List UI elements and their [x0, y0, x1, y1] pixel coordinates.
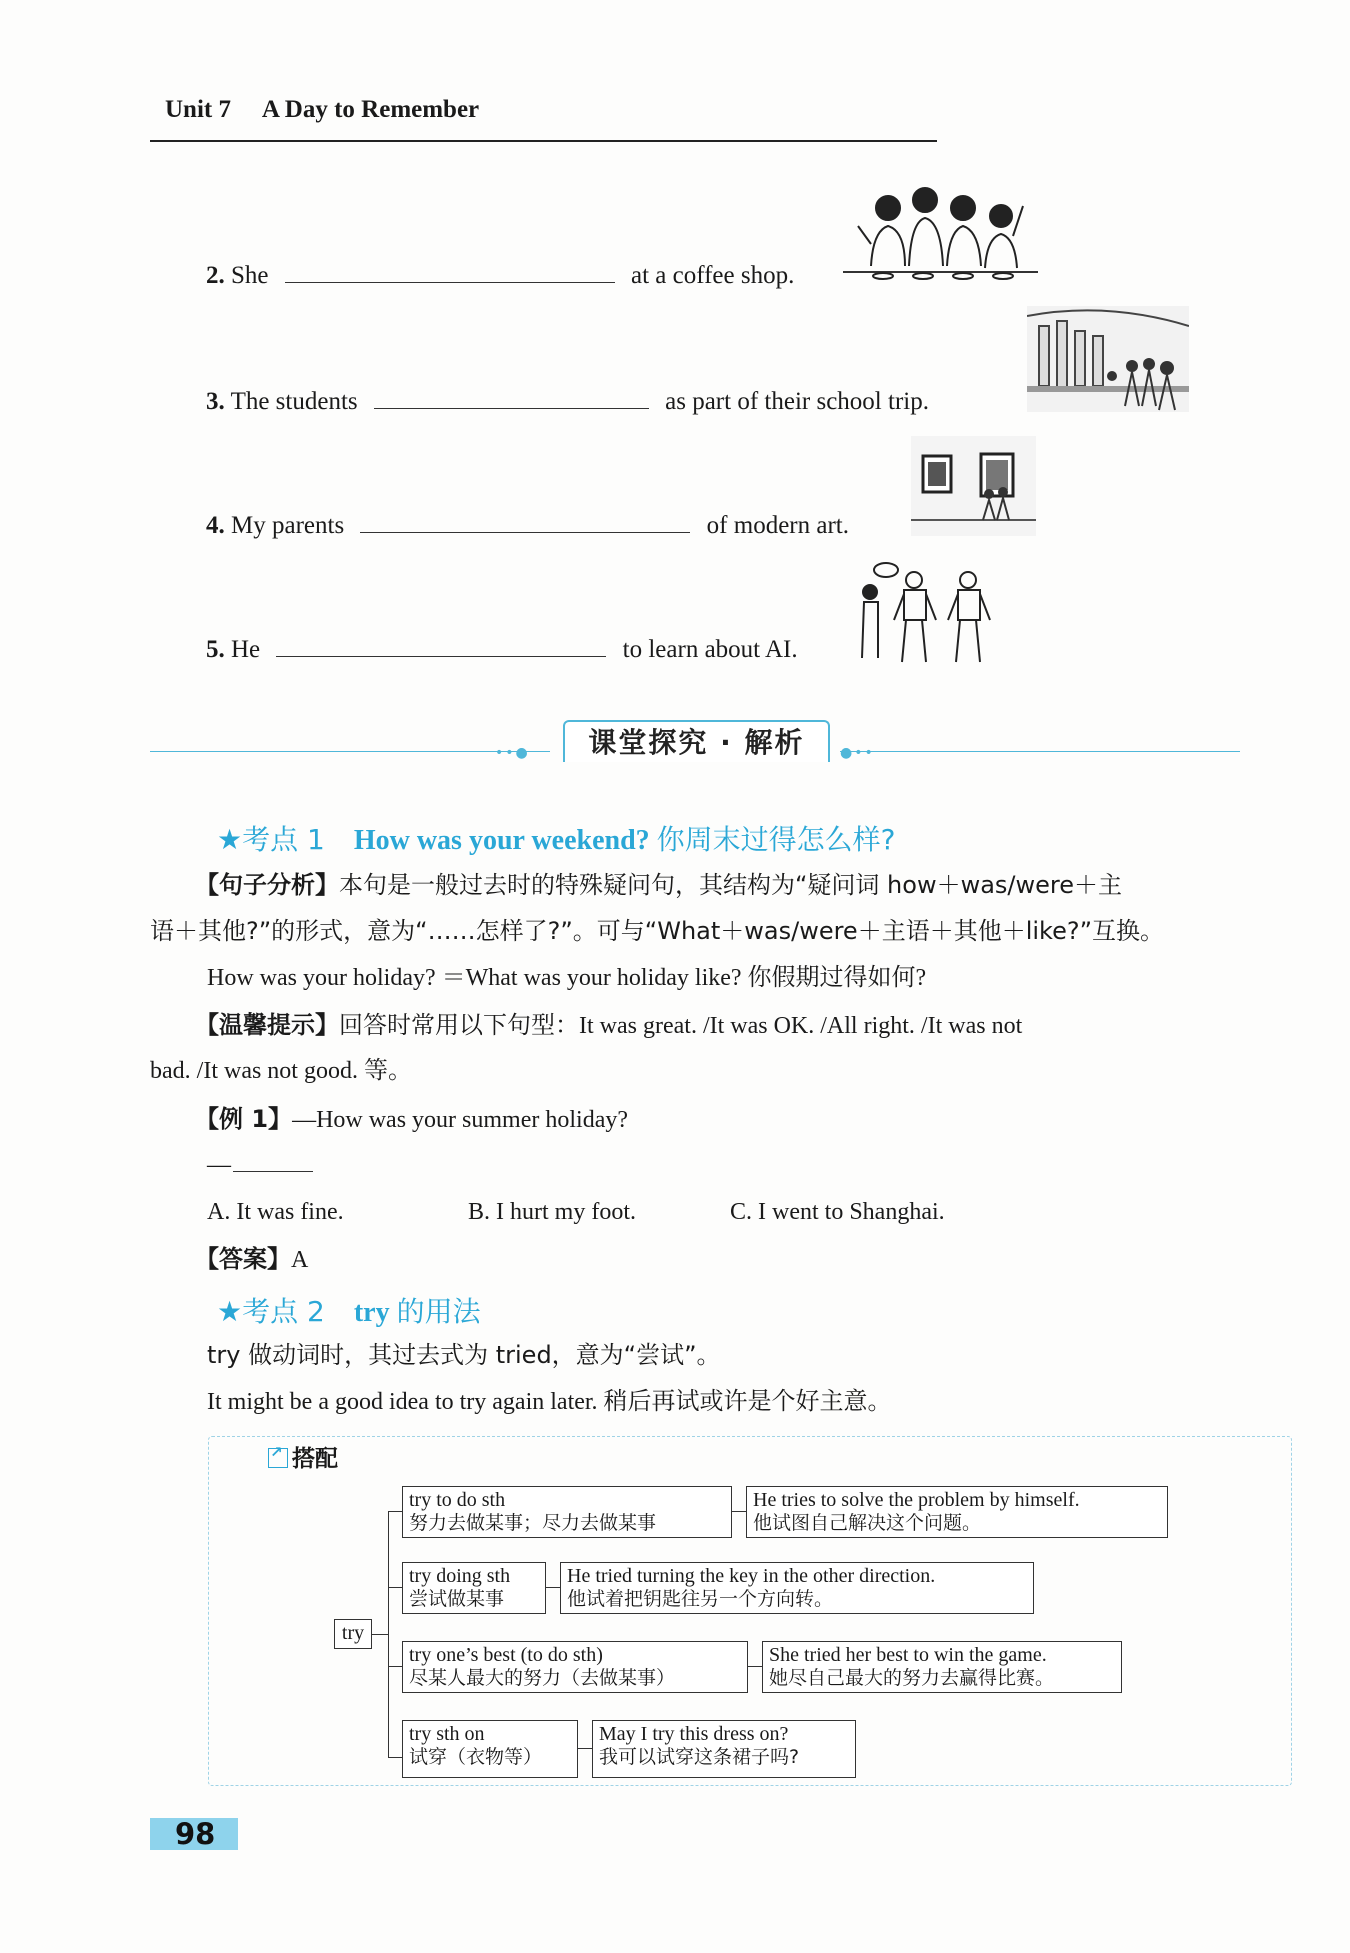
key-point-label: ★考点 2 — [217, 1295, 325, 1328]
example-zh: 他试着把钥匙往另一个方向转。 — [567, 1588, 834, 1610]
example-try-to-do — [746, 1486, 1168, 1538]
header-rule — [150, 140, 937, 142]
connector — [388, 1511, 402, 1512]
analysis-line-1 — [195, 870, 1122, 901]
exercise-prefix: The students — [230, 388, 358, 415]
page-header — [165, 96, 479, 124]
collocation-try-ones-best — [402, 1641, 748, 1693]
collocation-zh: 试穿（衣物等） — [409, 1746, 543, 1768]
connector — [732, 1511, 746, 1512]
collocation-label-text: 搭配 — [292, 1446, 338, 1472]
collocation-en: try to do sth — [409, 1489, 506, 1511]
collocation-en: try sth on — [409, 1723, 485, 1745]
collocation-en: try one’s best (to do sth) — [409, 1644, 603, 1666]
connector — [748, 1666, 762, 1667]
answer-dash: — — [207, 1152, 231, 1178]
exercise-2 — [206, 262, 794, 290]
option-c[interactable]: C. I went to Shanghai. — [730, 1199, 945, 1225]
example-zh: 他试图自己解决这个问题。 — [753, 1512, 982, 1534]
museum-trip-illustration — [1027, 306, 1189, 412]
exercise-5 — [206, 636, 798, 664]
connector — [388, 1587, 402, 1588]
answer-blank[interactable] — [233, 1170, 313, 1172]
collocation-en: try doing sth — [409, 1565, 511, 1587]
coffee-shop-illustration — [843, 186, 1038, 282]
exercise-prefix: He — [231, 636, 261, 663]
connector — [546, 1587, 560, 1588]
answer-blank[interactable] — [276, 655, 606, 657]
key-point-english: try — [353, 1297, 390, 1328]
key-point-2-heading — [217, 1290, 481, 1330]
answer-blank[interactable] — [285, 281, 615, 283]
answer-value: A — [291, 1247, 309, 1273]
exercise-3 — [206, 388, 929, 416]
key-point-english: How was your weekend? — [353, 825, 650, 856]
example-try-doing — [560, 1562, 1034, 1614]
unit-title: A Day to Remember — [261, 96, 480, 123]
example-en: May I try this dress on? — [599, 1723, 789, 1745]
example-en: She tried her best to win the game. — [769, 1644, 1047, 1666]
example-try-ones-best — [762, 1641, 1122, 1693]
collocation-zh: 尝试做某事 — [409, 1588, 505, 1610]
exercise-number: 5. — [206, 636, 225, 663]
try-text: try 做动词时，其过去式为 tried，意为“尝试”。 — [207, 1341, 721, 1369]
key-point-label: ★考点 1 — [217, 823, 325, 856]
section-title-line-left — [150, 751, 550, 752]
key-point-1-heading — [217, 818, 896, 858]
exercise-4 — [206, 512, 849, 540]
connector — [372, 1634, 388, 1635]
try-text: It might be a good idea to try again later. 稍后再试或许是个好主意。 — [207, 1389, 892, 1415]
section-title-dots-left: ••● — [495, 745, 530, 761]
connector-trunk — [388, 1511, 389, 1757]
example-1-question — [195, 1104, 628, 1135]
try-root-box — [334, 1619, 372, 1649]
answer-blank[interactable] — [360, 531, 690, 533]
example-try-on — [592, 1720, 856, 1778]
collocation-try-on — [402, 1720, 578, 1778]
key-point-chinese: 的用法 — [396, 1295, 481, 1328]
page-number: 98 — [150, 1818, 238, 1850]
example-tag: 【例 1】 — [195, 1105, 293, 1133]
tip-text: 回答时常用以下句型：It was great. /It was OK. /All right. /It was not — [339, 1013, 1023, 1039]
exercise-prefix: She — [231, 262, 269, 289]
collocation-label — [268, 1440, 338, 1473]
question-text: —How was your summer holiday? — [292, 1107, 629, 1133]
try-text-line-1 — [207, 1340, 721, 1371]
exercise-suffix: to learn about AI. — [622, 636, 798, 663]
key-point-chinese: 你周末过得怎么样? — [656, 823, 896, 856]
exercise-number: 3. — [206, 388, 225, 415]
tip-line-1 — [195, 1010, 1022, 1041]
unit-label: Unit 7 — [165, 96, 231, 123]
connector — [388, 1666, 402, 1667]
example-1-answer-line — [207, 1150, 313, 1180]
collocation-try-to-do — [402, 1486, 732, 1538]
exercise-suffix: as part of their school trip. — [665, 388, 929, 415]
analysis-line-2 — [150, 916, 1164, 947]
collocation-zh: 尽某人最大的努力（去做某事） — [409, 1667, 676, 1689]
tip-text: bad. /It was not good. 等。 — [150, 1058, 412, 1084]
section-title: 课堂探究 · 解析 — [563, 720, 830, 762]
exercise-suffix: of modern art. — [706, 512, 849, 539]
connector — [388, 1757, 402, 1758]
option-b[interactable]: B. I hurt my foot. — [468, 1199, 636, 1225]
example-en: He tries to solve the problem by himself. — [753, 1489, 1080, 1511]
collocation-icon — [268, 1448, 288, 1468]
try-text-line-2 — [207, 1387, 892, 1417]
answer-tag: 【答案】 — [195, 1245, 291, 1273]
example-sentence: How was your holiday? ＝What was your holiday like? 你假期过得如何? — [207, 965, 927, 991]
section-title-dots-right: ●•• — [840, 745, 875, 761]
exercise-number: 4. — [206, 512, 225, 539]
analysis-example — [207, 963, 926, 993]
section-title-line-right — [840, 751, 1240, 752]
analysis-text: 本句是一般过去时的特殊疑问句，其结构为“疑问词 how＋was/were＋主 — [339, 871, 1123, 899]
example-1-answer — [195, 1244, 308, 1275]
collocation-try-doing — [402, 1562, 546, 1614]
example-zh: 她尽自己最大的努力去赢得比赛。 — [769, 1667, 1055, 1689]
connector — [578, 1748, 592, 1749]
exercise-number: 2. — [206, 262, 225, 289]
analysis-text: 语＋其他?”的形式，意为“……怎样了?”。可与“What＋was/were＋主语＋其他＋like?”互换。 — [150, 917, 1165, 945]
example-zh: 我可以试穿这条裙子吗? — [599, 1746, 800, 1768]
collocation-zh: 努力去做某事；尽力去做某事 — [409, 1512, 657, 1534]
exercise-suffix: at a coffee shop. — [631, 262, 795, 289]
art-gallery-illustration — [911, 436, 1036, 536]
robots-illustration — [856, 558, 996, 666]
tip-line-2 — [150, 1056, 412, 1086]
answer-blank[interactable] — [374, 407, 649, 409]
exercise-prefix: My parents — [231, 512, 345, 539]
option-a[interactable]: A. It was fine. — [207, 1199, 344, 1225]
tip-tag: 【温馨提示】 — [195, 1011, 339, 1039]
example-en: He tried turning the key in the other direction. — [567, 1565, 936, 1587]
try-root-text: try — [341, 1622, 365, 1644]
analysis-tag: 【句子分析】 — [195, 871, 339, 899]
